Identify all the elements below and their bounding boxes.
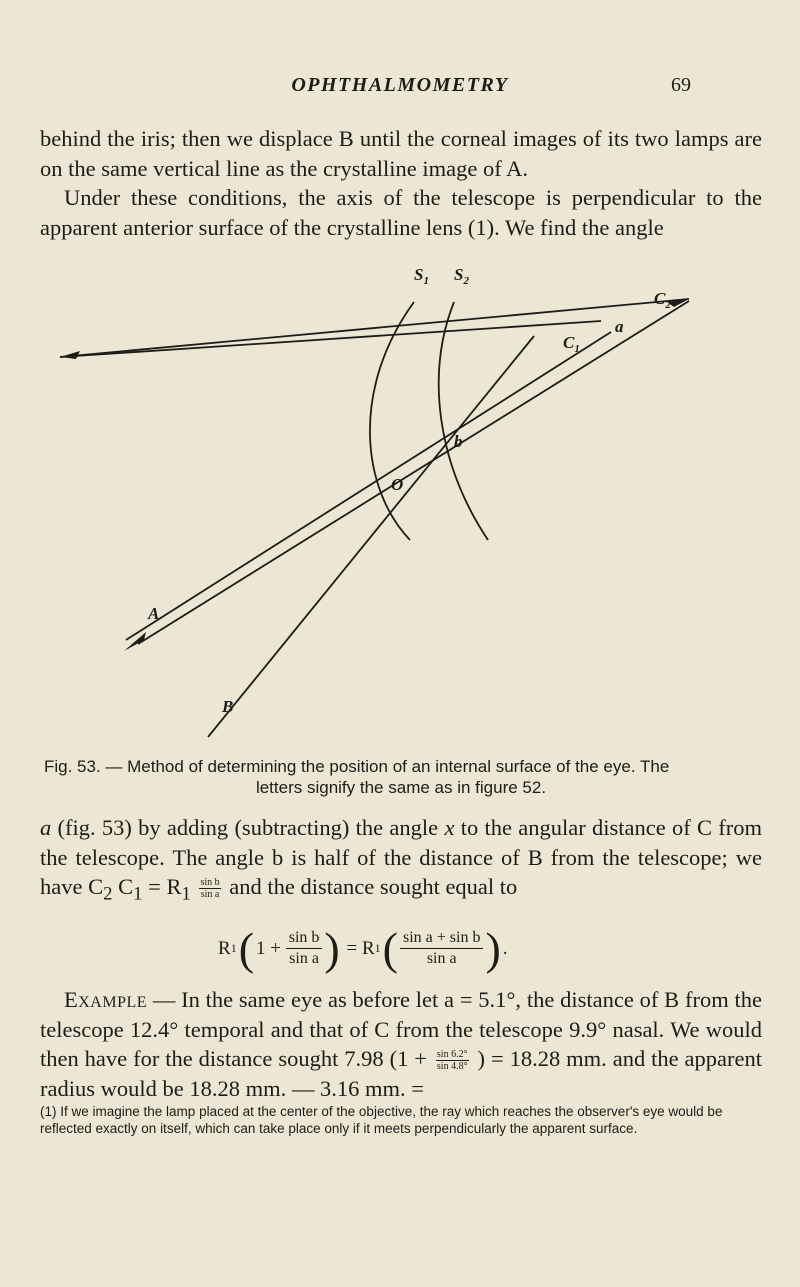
formula-r2: R: [361, 937, 375, 959]
formula-num-1: sin b: [286, 928, 323, 949]
example-label: Example: [64, 987, 148, 1012]
running-title: OPHTHALMOMETRY: [291, 74, 509, 96]
formula-paren-open-1: (: [238, 922, 255, 974]
p1-line-1: behind the iris; then we displace B until the corneal images of its two: [40, 126, 669, 151]
p2-line-1-end: to the angular distance: [454, 815, 666, 840]
p1-line-4: the apparent anterior surface of the crystalline lens (1). We find the angle: [40, 185, 762, 240]
line-a-to-c2: [138, 301, 689, 644]
example-line-4: 18.28 mm. and the apparent radius would be 18.28 mm. — 3.16 mm. =: [40, 1046, 763, 1101]
display-formula: [218, 922, 508, 974]
caption-line-2: letters signify the same as in figure 52.: [255, 778, 547, 797]
formula-r1: R: [218, 937, 231, 959]
p2-frac-den: sin a: [200, 889, 220, 901]
formula-r2-sub: 1: [374, 941, 381, 955]
p2-line-1-text: (fig. 53) by adding (subtracting) the angle: [51, 815, 445, 840]
formula-paren-close-1: ): [324, 922, 340, 974]
example-fraction: [436, 1049, 469, 1072]
formula-den-2: sin a: [426, 950, 457, 967]
caption-line-1: Fig. 53. — Method of determining the position of an internal surface of the eye. The: [44, 757, 670, 776]
footnote: (1) If we imagine the lamp placed at the center of the objective, the ray which reaches the observer's eye would be reflected exactly on itself, which can take place only if it meets perpendicularly the apparent surface.: [40, 1104, 723, 1136]
example-frac-num: sin 6.2°: [436, 1049, 468, 1061]
p2-sub-2: 2: [103, 883, 113, 905]
p1-line-3: Under these conditions, the axis of the telescope is perpendicular to: [64, 185, 724, 210]
p2-line-3-start: the telescope; we have C: [40, 844, 762, 899]
p2-sub-r: 1: [181, 883, 191, 905]
line-to-c1: [60, 321, 601, 357]
p2-var-a: a: [40, 815, 52, 840]
label-a: A: [148, 604, 160, 623]
figure-caption: [44, 756, 758, 798]
formula-period: .: [502, 937, 508, 959]
label-o: O: [391, 475, 404, 494]
example-line-2: from the telescope 12.4° temporal and that of C from the telescope 9.9°: [40, 987, 762, 1042]
curve-s1: [370, 302, 414, 540]
formula-r1-sub: 1: [230, 941, 237, 955]
p2-eq: = R: [142, 874, 182, 899]
p2-line-3-end: and the distance sought equal to: [223, 874, 518, 899]
line-to-c2: [60, 299, 689, 357]
p2-inline-fraction: [199, 877, 220, 900]
p2-c1: C: [112, 874, 134, 899]
paragraph-2: [40, 813, 762, 909]
paragraph-1: [40, 124, 762, 242]
p1-line-2: lamps are on the same vertical line as the crystalline image of A.: [40, 126, 762, 181]
p2-line-2: of C from the telescope. The angle b is half of the distance of B from: [40, 815, 763, 870]
example-line-3-start: nasal. We would then have for the distance sought 7.98 (1 +: [40, 1016, 763, 1071]
label-b: B: [222, 697, 234, 716]
example-line-3-end: ) =: [471, 1046, 504, 1071]
formula-paren-close-2: ): [485, 922, 501, 974]
formula-num-2: sin a + sin b: [400, 928, 483, 949]
label-a-small: a: [615, 317, 624, 336]
p2-var-x: x: [444, 815, 455, 840]
arrowhead-left: [60, 351, 80, 359]
example-paragraph: [40, 985, 762, 1103]
line-a-to-c1: [126, 332, 611, 640]
label-s2: $S_2$: [454, 265, 469, 287]
page-number: 69: [671, 74, 691, 96]
curve-s2: [439, 302, 488, 540]
p2-sub-1: 1: [133, 883, 143, 905]
label-c1: $C_1$: [563, 333, 580, 355]
p2-frac-num: sin b: [200, 877, 220, 889]
formula-one-plus: 1 +: [256, 937, 281, 959]
formula-den-1: sin a: [289, 950, 319, 967]
figure-53-diagram: [40, 240, 760, 760]
formula-fraction-1: [286, 928, 323, 969]
formula-equals: =: [346, 937, 358, 959]
label-c2: $C_2$: [654, 289, 671, 311]
label-b-small: b: [454, 432, 463, 451]
formula-paren-open-2: (: [382, 922, 398, 974]
label-s1: $S_1$: [414, 265, 429, 287]
example-line-1: — In the same eye as before let a = 5.1°, the distance of B: [147, 987, 680, 1012]
example-frac-den: sin 4.8°: [436, 1061, 468, 1073]
formula-fraction-2: [400, 928, 483, 969]
